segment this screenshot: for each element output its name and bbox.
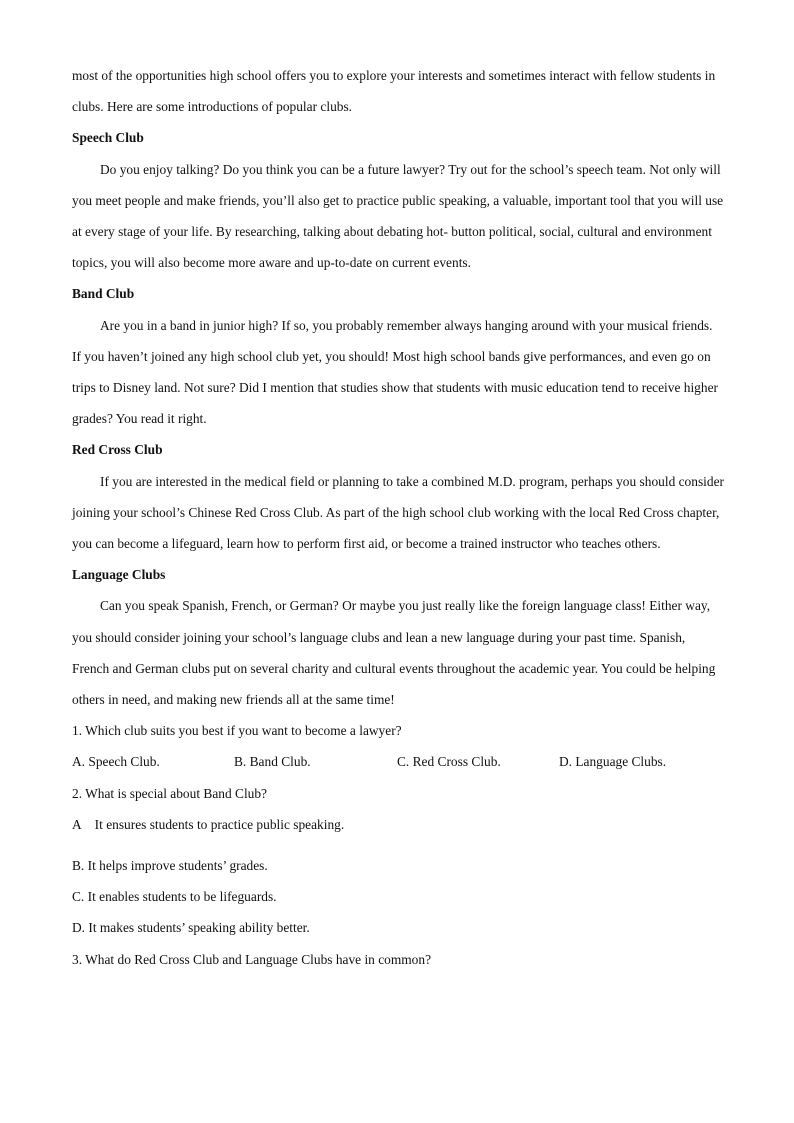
question-2-option-a — [72, 809, 724, 840]
club-heading-red-cross: Red Cross Club — [72, 442, 163, 458]
club-heading-band: Band Club — [72, 286, 135, 302]
question-1-option-a: A. Speech Club. — [72, 754, 160, 770]
question-2-option-d: D. It makes students’ speaking ability better. — [72, 920, 310, 936]
club-paragraph-language: Can you speak Spanish, French, or German? Or maybe you just really like the foreign language class! Either way, you should consider joining your school’s language clubs and lean a new language during your past time. Spanish, French and German clubs put on several charity and cultural events throughout the academic year. You could be helping others in need, and making new friends all at the same time! — [72, 598, 716, 708]
club-paragraph-band: Are you in a band in junior high? If so, you probably remember always hanging around with your musical friends. If you haven’t joined any high school club yet, you should! Most high school bands give performances, and even go on trips to Disney land. Not sure? Did I mention that studies show that students with music education tend to receive higher grades? You read it right. — [72, 317, 718, 427]
question-2-stem: 2. What is special about Band Club? — [72, 785, 267, 801]
question-1-option-c: C. Red Cross Club. — [397, 754, 501, 770]
club-heading-speech: Speech Club — [72, 130, 144, 146]
question-1-options — [72, 746, 724, 777]
intro-paragraph: most of the opportunities high school offers you to explore your interests and sometimes interact with fellow students in clubs. Here are some introductions of popular clubs. — [72, 68, 716, 115]
question-1-stem: 1. Which club suits you best if you want to become a lawyer? — [72, 723, 402, 739]
question-2-option-c: C. It enables students to be lifeguards. — [72, 889, 277, 905]
club-heading-language: Language Clubs — [72, 567, 166, 583]
question-1-option-d: D. Language Clubs. — [559, 754, 667, 770]
club-paragraph-red-cross: If you are interested in the medical field or planning to take a combined M.D. program, perhaps you should consider joining your school’s Chinese Red Cross Club. As part of the high school club working with the local Red Cross chapter, you can become a lifeguard, learn how to perform first aid, or become a trained instructor who teaches others. — [72, 473, 724, 552]
question-2-option-a-text: It ensures students to practice public speaking. — [94, 816, 345, 832]
question-3-stem: 3. What do Red Cross Club and Language Clubs have in common? — [72, 951, 432, 967]
document-page — [72, 60, 724, 975]
question-1-option-b: B. Band Club. — [234, 754, 311, 770]
question-2-option-a-letter: A — [72, 816, 82, 832]
question-2-option-b: B. It helps improve students’ grades. — [72, 858, 268, 874]
club-paragraph-speech: Do you enjoy talking? Do you think you can be a future lawyer? Try out for the school’s speech team. Not only will you meet people and make friends, you’ll also get to practice public speaking, a valuable, important tool that you will use at every stage of your life. By researching, talking about debating hot- button political, social, cultural and environment topics, you will also become more aware and up-to-date on current events. — [72, 161, 724, 271]
